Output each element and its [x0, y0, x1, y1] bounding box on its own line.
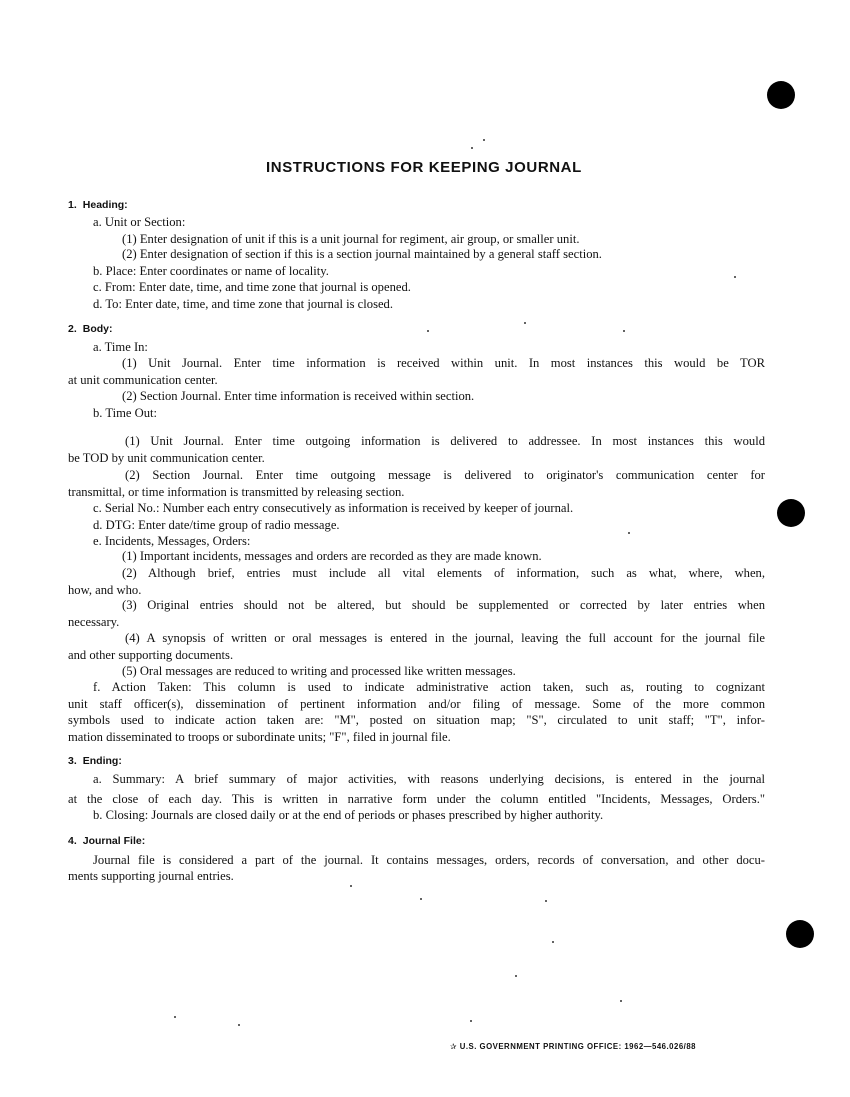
scan-speck: [623, 330, 625, 332]
text-line: (4) A synopsis of written or oral messages is entered in the journal, leaving the full account for the journal file: [125, 631, 765, 645]
text-line: (2) Although brief, entries must include all vital elements of information, such as what, where, when,: [122, 566, 765, 580]
text-line: how, and who.: [68, 583, 142, 597]
text-line: a. Time In:: [93, 340, 148, 354]
scan-speck: [470, 1020, 472, 1022]
text-line: a. Summary: A brief summary of major activities, with reasons underlying decisions, is entered in the journal: [93, 772, 765, 786]
section-heading: [68, 835, 145, 847]
scan-speck: [483, 139, 485, 141]
scan-speck: [515, 975, 517, 977]
punch-hole-top: [767, 81, 795, 109]
section-number: 4.: [68, 835, 77, 847]
scan-speck: [238, 1024, 240, 1026]
section-number: 3.: [68, 755, 77, 767]
section-title: Body:: [82, 323, 113, 335]
text-line: b. Time Out:: [93, 406, 158, 420]
text-line: ments supporting journal entries.: [68, 869, 234, 883]
text-line: (1) Enter designation of unit if this is a unit journal for regiment, air group, or smaller unit.: [122, 232, 580, 246]
scan-speck: [545, 900, 547, 902]
text-line: be TOD by unit communication center.: [68, 451, 265, 465]
punch-hole-middle: [777, 499, 805, 527]
scan-speck: [350, 885, 352, 887]
text-line: (2) Section Journal. Enter time information is received within section.: [122, 389, 475, 403]
text-line: d. DTG: Enter date/time group of radio message.: [93, 518, 340, 532]
text-line: (1) Unit Journal. Enter time information is received within unit. In most instances this would be TOR: [122, 356, 765, 370]
scan-speck: [628, 532, 630, 534]
text-line: a. Unit or Section:: [93, 215, 186, 229]
text-line: (2) Section Journal. Enter time outgoing message is delivered to originator's communication center for: [125, 468, 765, 482]
section-heading: [68, 323, 113, 335]
section-title: Heading:: [82, 199, 128, 211]
section-number: 1.: [68, 199, 77, 211]
text-line: (1) Unit Journal. Enter time outgoing information is delivered to addressee. In most instances this would: [125, 434, 765, 448]
text-line: (5) Oral messages are reduced to writing and processed like written messages.: [122, 664, 516, 678]
scan-speck: [552, 941, 554, 943]
text-line: at the close of each day. This is written in narrative form under the column entitled "Incidents, Messages, Orders.": [68, 792, 765, 806]
section-title: Journal File:: [82, 835, 146, 847]
text-line: d. To: Enter date, time, and time zone that journal is closed.: [93, 297, 394, 311]
section-heading: [68, 199, 128, 211]
text-line: (3) Original entries should not be altered, but should be supplemented or corrected by later entries when: [122, 598, 765, 612]
scan-speck: [734, 276, 736, 278]
scan-speck: [420, 898, 422, 900]
text-line: (2) Enter designation of section if this is a section journal maintained by a general staff section.: [122, 247, 602, 261]
page-title: INSTRUCTIONS FOR KEEPING JOURNAL: [266, 159, 582, 176]
section-title: Ending:: [82, 755, 122, 767]
text-line: b. Place: Enter coordinates or name of locality.: [93, 264, 329, 278]
scan-speck: [471, 147, 473, 149]
scan-speck: [174, 1016, 176, 1018]
text-line: (1) Important incidents, messages and orders are recorded as they are made known.: [122, 549, 542, 563]
text-line: mation disseminated to troops or subordinate units; "F", filed in journal file.: [68, 730, 451, 744]
scan-speck: [524, 322, 526, 324]
text-line: c. From: Enter date, time, and time zone that journal is opened.: [93, 280, 411, 294]
text-line: transmittal, or time information is transmitted by releasing section.: [68, 485, 405, 499]
text-line: necessary.: [68, 615, 120, 629]
scan-speck: [620, 1000, 622, 1002]
punch-hole-bottom: [786, 920, 814, 948]
text-line: b. Closing: Journals are closed daily or at the end of periods or phases prescribed by higher authority.: [93, 808, 604, 822]
text-line: at unit communication center.: [68, 373, 218, 387]
printing-office-footer: ✰ U.S. GOVERNMENT PRINTING OFFICE: 1962—546.026/88: [450, 1042, 697, 1051]
section-number: 2.: [68, 323, 77, 335]
text-line: Journal file is considered a part of the journal. It contains messages, orders, records of conversation, and other docu-: [93, 853, 765, 867]
text-line: symbols used to indicate action taken are: "M", posted on situation map; "S", circulated to unit staff; "T", infor-: [68, 713, 765, 727]
text-line: c. Serial No.: Number each entry consecutively as information is received by keeper of journal.: [93, 501, 574, 515]
text-line: e. Incidents, Messages, Orders:: [93, 534, 251, 548]
text-line: and other supporting documents.: [68, 648, 234, 662]
text-line: unit staff officer(s), dissemination of pertinent information and/or filing of message. Some of the more common: [68, 697, 765, 711]
text-line: f. Action Taken: This column is used to indicate administrative action taken, such as, routing to cognizant: [93, 680, 765, 694]
scan-speck: [427, 330, 429, 332]
section-heading: [68, 755, 122, 767]
